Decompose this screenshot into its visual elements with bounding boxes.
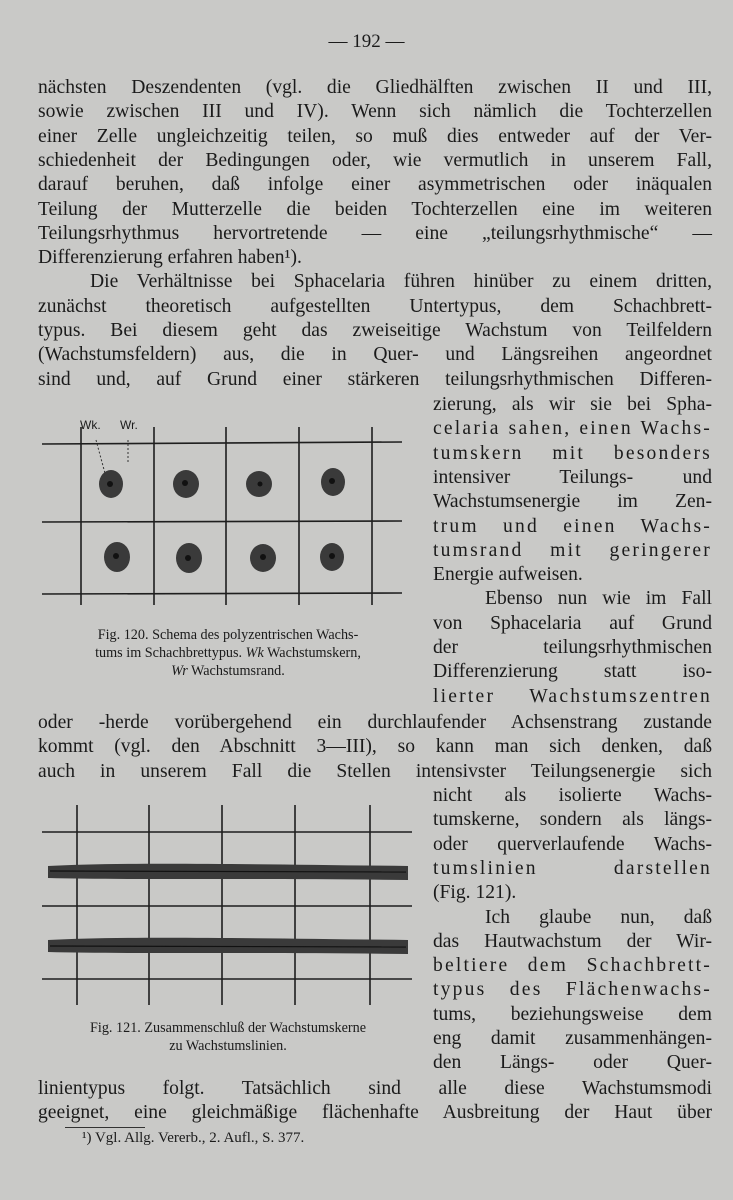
text-line: darauf beruhen, daß infolge einer asymmetrischen oder inäqualen (38, 174, 712, 196)
page-number: — 192 — (328, 31, 405, 52)
text-line: Differenzierung statt iso- (433, 661, 712, 683)
text-line: tumskerne, sondern als längs- (433, 809, 712, 831)
text-line: nicht als isolierte Wachs- (433, 785, 712, 806)
caption-text: Wachstumskern, (263, 645, 361, 661)
text-line: Wachstumsenergie im Zen- (433, 491, 712, 513)
text-line: von Sphacelaria auf Grund (433, 612, 712, 634)
text-line: typus. Bei diesem geht das zweiseitige Wachstum von Teilfeldern (38, 320, 712, 341)
text-line: tumskern mit besonders (433, 442, 712, 464)
text-line: das Hautwachstum der Wir- (433, 930, 712, 952)
text-line: Energie aufweisen. (433, 564, 583, 586)
text-line: tums, beziehungsweise dem (433, 1003, 712, 1025)
text-line: oder querverlaufende Wachs- (433, 833, 712, 855)
text-line: schiedenheit der Bedingungen oder, wie vermutlich in unserem Fall, (38, 149, 712, 171)
text-line: Teilung der Mutterzelle die beiden Tochterzellen eine im weiteren (38, 198, 712, 220)
text-line: zierung, als wir sie bei Spha- (433, 394, 712, 415)
text-line: tumslinien darstellen (433, 857, 712, 879)
footnote-rule (65, 1127, 145, 1128)
figure-120-diagram (40, 412, 410, 607)
text-line: lierter Wachstumszentren (433, 685, 712, 707)
figure-120-caption (38, 626, 418, 680)
text-line: nächsten Deszendenten (vgl. die Gliedhälften zwischen II und III, (38, 77, 712, 98)
text-line: zunächst theoretisch aufgestellten Untertypus, dem Schachbrett- (38, 295, 712, 317)
figure-121-caption-line-2: zu Wachstumslinien. (169, 1038, 287, 1054)
text-line: kommt (vgl. den Abschnitt 3—III), so kann man sich denken, daß (38, 736, 712, 758)
text-line: Ebenso nun wie im Fall (485, 588, 712, 610)
text-line: Die Verhältnisse bei Sphacelaria führen hinüber zu einem dritten, (90, 271, 712, 293)
text-line: trum und einen Wachs- (433, 515, 712, 537)
text-line: intensiver Teilungs- und (433, 466, 712, 488)
text-line: (Fig. 121). (433, 882, 517, 904)
text-line: beltiere dem Schachbrett- (433, 955, 712, 977)
text-line: eng damit zusammenhängen- (433, 1028, 712, 1049)
text-line: oder -herde vorübergehend ein durchlaufender Achsenstrang zustande (38, 712, 712, 733)
text-line: sind und, auf Grund einer stärkeren teilungsrhythmischen Differen- (38, 368, 712, 390)
text-line: Differenzierung erfahren haben¹). (38, 247, 302, 269)
text-line: Ich glaube nun, daß (485, 906, 712, 928)
caption-text: Wachstumsrand. (187, 663, 285, 679)
text-line: (Wachstumsfeldern) aus, die in Quer- und Längsreihen angeordnet (38, 344, 712, 366)
footnote: ¹) Vgl. Allg. Vererb., 2. Aufl., S. 377. (82, 1130, 305, 1146)
caption-abbrev: Wk (245, 645, 264, 661)
figure-121-caption (38, 1019, 418, 1055)
text-line: der teilungsrhythmischen (433, 637, 712, 658)
text-line: Teilungsrhythmus hervortretende — eine „teilungsrhythmische“ — (38, 222, 712, 244)
figure-120-caption-line-3 (38, 662, 418, 680)
figure-120-label-wr: Wr. (120, 418, 138, 432)
text-line: geeignet, eine gleichmäßige flächenhafte Ausbreitung der Haut über (38, 1102, 712, 1124)
text-line: auch in unserem Fall die Stellen intensivster Teilungsenergie sich (38, 760, 712, 782)
figure-120-caption-line-1: Fig. 120. Schema des polyzentrischen Wachs- (97, 627, 359, 643)
text-line: den Längs- oder Quer- (433, 1052, 712, 1074)
text-line: tumsrand mit geringerer (433, 539, 712, 561)
text-line: celaria sahen, einen Wachs- (433, 418, 712, 440)
figure-121-caption-line-1: Fig. 121. Zusammenschluß der Wachstumskerne (90, 1020, 366, 1036)
text-line: typus des Flächenwachs- (433, 979, 712, 1001)
figure-121-diagram (40, 800, 420, 1015)
text-line: linientypus folgt. Tatsächlich sind alle diese Wachstumsmodi (38, 1078, 712, 1099)
caption-abbrev: Wr (171, 663, 188, 679)
caption-text: tums im Schachbrettypus. (95, 645, 246, 661)
figure-120-caption-line-2 (38, 644, 418, 662)
text-line: sowie zwischen III und IV). Wenn sich nämlich die Tochterzellen (38, 101, 712, 123)
figure-120-label-wk: Wk. (80, 418, 101, 432)
text-line: einer Zelle ungleichzeitig teilen, so muß dies entweder auf der Ver- (38, 125, 712, 147)
